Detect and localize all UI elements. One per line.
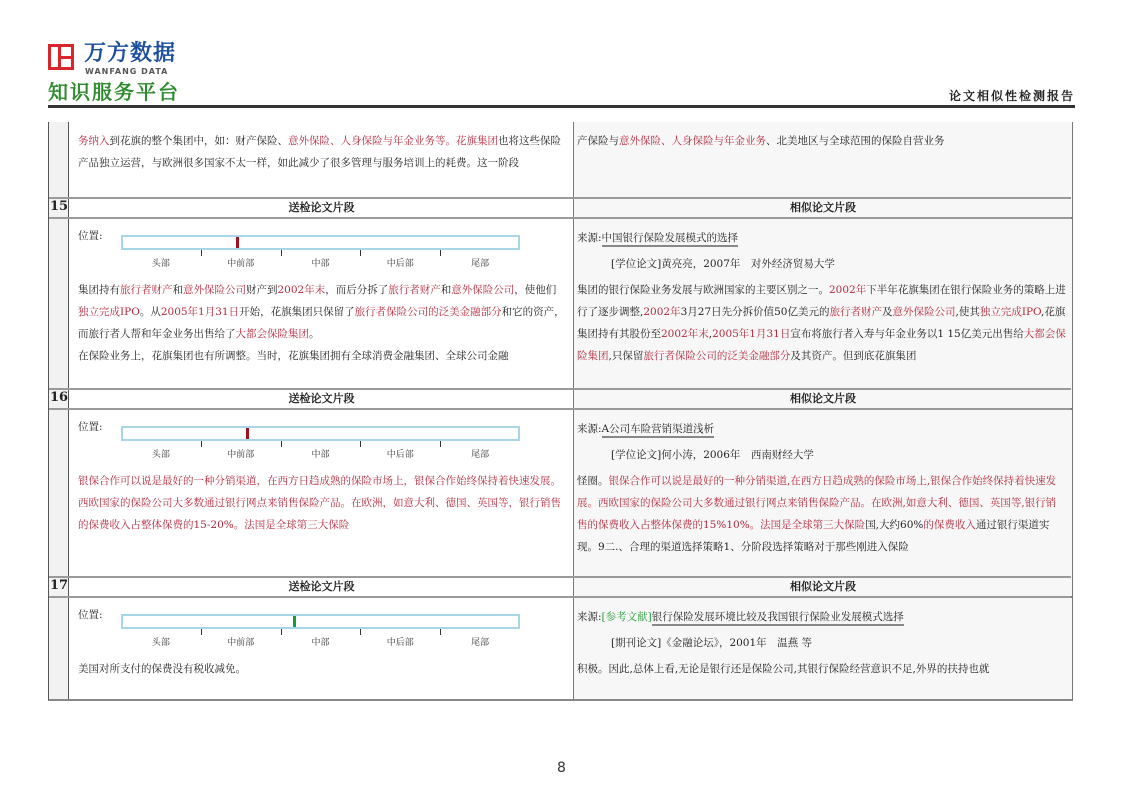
text-segment: 宣布将旅行者入寿与年金业务以1 15亿美元出售给 — [790, 328, 1024, 340]
row-number: 15 — [49, 199, 69, 390]
source-meta: [学位论文]何小涛，2006年 西南财经大学 — [611, 449, 814, 461]
matched-text: 意外保险、人身保险与年金业务 — [619, 135, 766, 147]
segment-label: 中部 — [311, 259, 330, 269]
segment-labels — [121, 632, 520, 646]
text-segment: ,花旗集团持有其股份至 — [577, 306, 1066, 340]
submitted-cell — [70, 410, 573, 578]
matched-text: 银保合作可以说是最好的一种分销渠道,在西方日趋成熟的保险市场上,银保合作始终保持着快速发展。西欧国家的保险公司大多数通过银行网点来销售保险产品。在欧洲,如意大利、德国、英国等,银行销售的保费收入占整体保费的15%10%。法国是全球第三大保险 — [577, 475, 1057, 531]
submitted-text — [78, 279, 565, 367]
logo-text-cn: 万方数据 — [84, 41, 177, 66]
submitted-header: 送检论文片段 — [288, 392, 355, 405]
position-label: 位置: — [78, 421, 103, 433]
source-meta: [期刊论文]《金融论坛》，2001年 温燕 等 — [611, 637, 813, 649]
similar-text — [577, 658, 1066, 680]
row-number: 16 — [49, 390, 69, 578]
similarity-table — [48, 122, 1073, 701]
similar-cell — [574, 598, 1072, 699]
text-segment: ，而后分拆了 — [325, 284, 389, 296]
matched-text: 意外保险公司 — [183, 284, 246, 296]
result-row — [49, 390, 1071, 578]
submitted-text — [78, 658, 565, 680]
text-segment: 3月27日先分拆价值50亿美元的 — [680, 306, 830, 318]
segment-label: 头部 — [151, 638, 170, 648]
text-segment: 积极。因此,总体上看,无论是银行还是保险公司,其银行保险经营意识不足,外界的扶持也就 — [577, 663, 990, 675]
source-line — [577, 608, 904, 626]
matched-text: 旅行者财产 — [829, 306, 882, 318]
text-segment: 。 — [309, 328, 320, 340]
matched-text: 意外保险公司 — [892, 306, 956, 318]
similar-header: 相似论文片段 — [574, 578, 1072, 596]
matched-text: 2002年 — [643, 306, 681, 318]
page-number: 8 — [557, 760, 566, 776]
position-marker — [246, 428, 249, 439]
continued-right-text — [574, 122, 1072, 199]
similar-text — [577, 470, 1066, 558]
continued-row — [49, 122, 1071, 199]
matched-text: 旅行者保险公司的泛美金融部分 — [354, 306, 502, 318]
matched-text: 旅行者保险公司的泛美金融部分 — [643, 350, 791, 362]
text-segment: 和 — [172, 284, 183, 296]
segment-label: 头部 — [151, 450, 170, 460]
matched-text: 旅行者财产 — [120, 284, 173, 296]
source-title-link[interactable]: 中国银行保险发展模式的选择 — [602, 232, 739, 247]
text-segment: 和它的资产，而旅行者人帮和年金业务出售给了 — [78, 306, 565, 340]
source-title-link[interactable]: A公司车险营销渠道浅析 — [602, 423, 715, 438]
text-segment: , — [708, 328, 713, 340]
text-segment: ,只保留 — [608, 350, 644, 362]
matched-text: 大都会保险集团 — [577, 328, 1066, 362]
text-segment: 。从 — [139, 306, 161, 318]
segment-label: 尾部 — [471, 638, 490, 648]
text-segment: 到花旗的整个集团中，如：财产保险、 — [109, 135, 288, 147]
similar-header: 相似论文片段 — [574, 390, 1072, 408]
matched-text: 2005年1月31日 — [160, 306, 240, 318]
segment-label: 头部 — [151, 259, 170, 269]
similar-cell — [574, 410, 1072, 578]
submitted-cell — [70, 598, 573, 699]
segment-label: 尾部 — [471, 259, 490, 269]
platform-name: 知识服务平台 — [48, 80, 180, 104]
segment-label: 尾部 — [471, 450, 490, 460]
position-bar — [121, 614, 520, 629]
continued-left-text — [70, 130, 573, 199]
source-line — [577, 420, 714, 438]
source-label: 来源: — [577, 423, 602, 435]
matched-text: 大都会保险集团 — [235, 328, 309, 340]
source-title-link[interactable]: 银行保险发展环境比较及我国银行保险业发展模式选择 — [652, 611, 904, 626]
text-segment: ，使他们 — [514, 284, 557, 296]
matched-text: 2002年末 — [661, 328, 709, 340]
segment-labels — [121, 253, 520, 267]
segment-label: 中后部 — [386, 259, 414, 269]
result-row — [49, 199, 1071, 390]
matched-text: 银保合作可以说是最好的一种分销渠道，在西方日趋成熟的保险市场上，银保合作始终保持着快速发展。西欧国家的保险公司大多数通过银行网点来销售保险产品。在欧洲，如意大利、德国、英国等，银行销售的保费收入占整体保费的15-20%。法国是全球第三大保险 — [78, 475, 561, 531]
submitted-header: 送检论文片段 — [288, 201, 355, 214]
text-segment: 产保险与 — [577, 135, 619, 147]
text-segment: 通过银行渠道实现。9二.、合理的渠道选择策略1、分阶段选择策略对于那些刚进入保险 — [577, 519, 1050, 553]
text-segment: 开始，花旗集团只保留了 — [239, 306, 355, 318]
text-segment: 美国对所支付的保费没有税收减免。 — [78, 663, 246, 675]
text-segment: 国,大约60% — [865, 519, 924, 531]
segment-label: 中前部 — [227, 450, 255, 460]
segment-label: 中前部 — [227, 259, 255, 269]
result-row — [49, 578, 1071, 699]
position-label: 位置: — [78, 230, 103, 242]
header-divider — [48, 105, 1075, 108]
logo-text-en: WANFANG DATA — [85, 67, 169, 76]
segment-label: 中部 — [311, 638, 330, 648]
source-label: 来源: — [577, 232, 602, 244]
submitted-cell — [70, 219, 573, 390]
position-bar — [121, 426, 520, 441]
segment-label: 中后部 — [386, 450, 414, 460]
segment-label: 中前部 — [227, 638, 255, 648]
submitted-text — [78, 470, 565, 536]
text-segment: 下半年花旗集团在银行保险业务的策略上进行了逐步调整, — [577, 284, 1066, 318]
position-marker — [293, 616, 296, 627]
matched-text: 的保费收入 — [923, 519, 976, 531]
position-marker — [236, 237, 239, 248]
matched-text: 独立完成IPO — [78, 306, 140, 318]
row-number: 17 — [49, 578, 69, 699]
matched-text: 意外保险公司 — [451, 284, 515, 296]
segment-labels — [121, 444, 520, 458]
text-segment: 及 — [881, 306, 893, 318]
text-segment: 怪圈。 — [577, 475, 609, 487]
reference-tag: [参考文献] — [601, 611, 652, 623]
submitted-text-extra: 在保险业务上，花旗集团也有所调整。当时，花旗集团拥有全球消费金融集团、全球公司金融 — [78, 350, 509, 362]
matched-text: 独立完成IPO — [979, 306, 1042, 318]
matched-text: 2002年末 — [277, 284, 326, 296]
wanfang-logo — [48, 42, 218, 104]
similar-text — [577, 279, 1066, 367]
matched-text: 2002年 — [829, 284, 867, 296]
text-segment: 集团的银行保险业务发展与欧洲国家的主要区别之一。 — [577, 284, 829, 296]
source-line — [577, 229, 738, 247]
text-segment: 集团持有 — [78, 284, 120, 296]
matched-text: 务纳入 — [78, 135, 110, 147]
logo-mark-icon — [48, 44, 74, 70]
position-label: 位置: — [78, 609, 103, 621]
matched-text: 2005年1月31日 — [712, 328, 791, 340]
source-label: 来源: — [577, 611, 602, 623]
source-meta: [学位论文]黄亮亮，2007年 对外经济贸易大学 — [611, 258, 835, 270]
text-segment: ,使其 — [955, 306, 980, 318]
segment-label: 中部 — [311, 450, 330, 460]
segment-label: 中后部 — [386, 638, 414, 648]
submitted-header: 送检论文片段 — [288, 580, 355, 593]
text-segment: 和 — [440, 284, 452, 296]
text-segment: 、北美地区与全球范围的保险自营业务 — [766, 135, 945, 147]
similar-header: 相似论文片段 — [574, 199, 1072, 217]
matched-text: 旅行者财产 — [388, 284, 441, 296]
similar-cell — [574, 219, 1072, 390]
row-number-cell — [49, 122, 69, 199]
report-title: 论文相似性检测报告 — [948, 89, 1075, 103]
position-bar — [121, 235, 520, 250]
matched-text: 意外保险、人身保险与年金业务等。花旗集团 — [288, 135, 498, 147]
text-segment: 也将这些保险产品独立运营，与欧洲很多国家不太一样，如此减少了很多管理与服务培训上的耗费。这一阶段 — [78, 135, 561, 169]
text-segment: 及其资产。但到底花旗集团 — [790, 350, 917, 362]
text-segment: 财产到 — [246, 284, 278, 296]
